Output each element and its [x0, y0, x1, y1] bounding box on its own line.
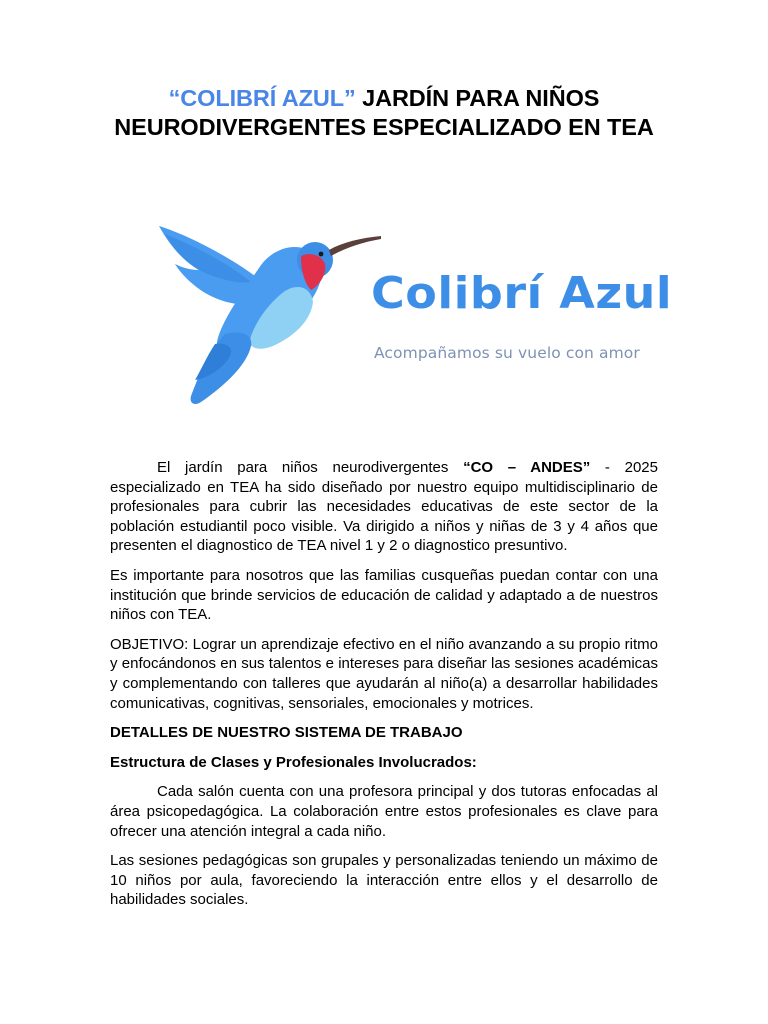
- document-title: [110, 84, 658, 142]
- subheading-structure: Estructura de Clases y Profesionales Involucrados:: [110, 753, 477, 771]
- document-body: [110, 458, 658, 920]
- document-page: [110, 84, 673, 909]
- intro-text-start: El jardín para niños neurodivergentes: [157, 459, 464, 476]
- hummingbird-icon: [155, 224, 385, 414]
- logo-tagline: Acompañamos su vuelo con amor: [374, 344, 640, 362]
- logo-wordmark: Colibrí Azul: [371, 267, 673, 319]
- title-accent: “COLIBRÍ AZUL”: [168, 85, 356, 111]
- intro-text-end: - 2025 especializado en TEA ha sido diseñado por nuestro equipo multidisciplinario de profesionales para cubrir las necesidades educativas de este sector de la población estudiantil poco visible. Va dirigido a niños y niñas de 3 y 4 años que presenten el diagnostico de TEA nivel 1 y 2 o diagnostico presuntivo.: [110, 459, 658, 555]
- paragraph-intro: [110, 458, 658, 556]
- paragraph-sessions: Las sesiones pedagógicas son grupales y personalizadas teniendo un máximo de 10 niños por aula, favoreciendo la interacción entre ellos y el desarrollo de habilidades sociales.: [110, 852, 658, 909]
- section-heading-system: DETALLES DE NUESTRO SISTEMA DE TRABAJO: [110, 724, 463, 742]
- paragraph-importance: Es importante para nosotros que las familias cusqueñas puedan contar con una institución que brinde servicios de educación de calidad y adaptado a de nuestros niños con TEA.: [110, 566, 658, 624]
- intro-project-name: “CO – ANDES”: [463, 459, 591, 476]
- colibri-azul-logo: [155, 224, 673, 414]
- paragraph-objective: OBJETIVO: Lograr un aprendizaje efectivo en el niño avanzando a su propio ritmo y enfocándonos en sus talentos e intereses para diseñar las sesiones académicas y complementando con talleres que ayudarán al niño(a) a desarrollar habilidades comunicativas, cognitivas, sensoriales, emocionales y motrices.: [110, 635, 658, 712]
- paragraph-classroom-staff: Cada salón cuenta con una profesora principal y dos tutoras enfocadas al área psicopedagógica. La colaboración entre estos profesionales es clave para ofrecer una atención integral a cada niño.: [110, 783, 658, 840]
- title-rest: JARDÍN PARA NIÑOS NEURODIVERGENTES ESPECIALIZADO EN TEA: [114, 85, 654, 140]
